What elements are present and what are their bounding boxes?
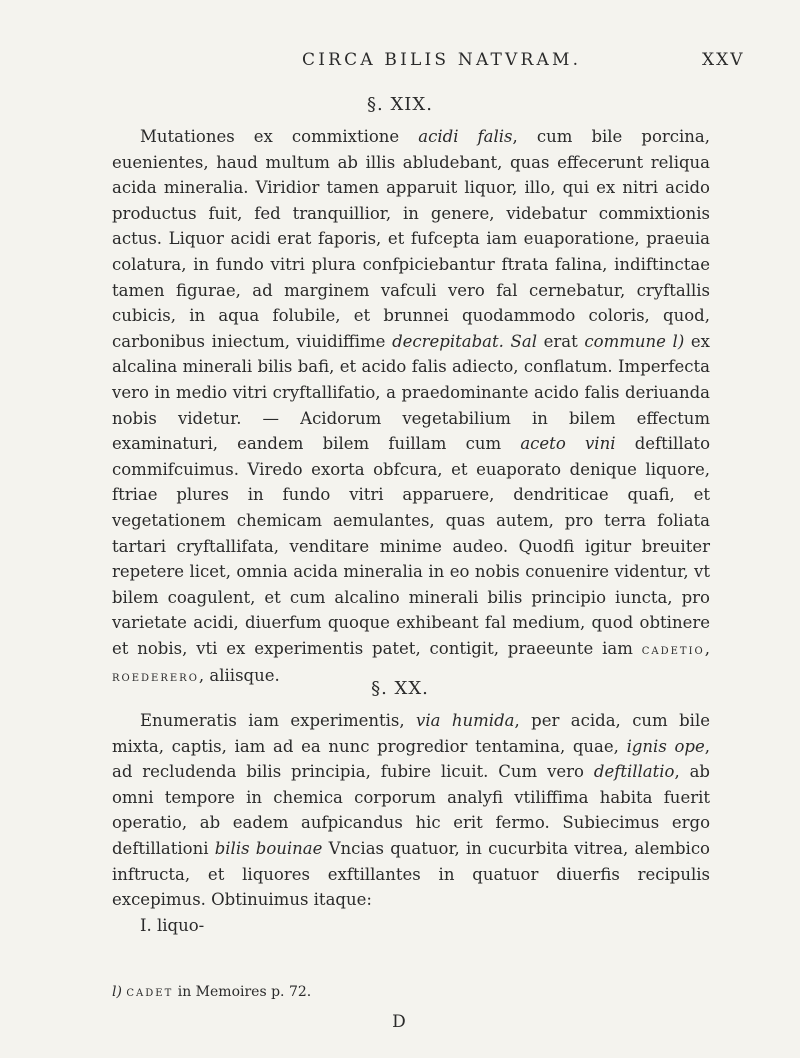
- catchword: I. liquo-: [140, 915, 205, 935]
- text-run: Mutationes ex commixtione: [140, 127, 419, 146]
- signature-mark: D: [392, 1012, 408, 1032]
- section-heading-19: §. XIX.: [367, 94, 433, 115]
- text-run: ,: [704, 638, 710, 658]
- italic-term: aceto vini: [520, 434, 616, 454]
- text-run: , ab omni tempore in chemica corporum analyfi vtiliffima habita fuerit operatio, ab eadem aufpicandus hic erit fermo. Subiecimus ergo deftillationi: [112, 762, 710, 858]
- text-run: erat: [536, 331, 585, 351]
- author-name: cadetio: [641, 641, 705, 658]
- text-run: ex alcalina minerali bilis bafi, et acido falis adiecto, conflatum. Imperfecta vero in medio vitri cryftallifatio, a praedominante acido falis deriuanda nobis videtur. — Acidorum vegetabilium in bilem effectum examinaturi, eandem bilem fuillam cum: [112, 331, 710, 454]
- paragraph: [112, 708, 710, 913]
- section-20-body: [112, 708, 710, 938]
- paragraph: [112, 124, 710, 691]
- text-run: Enumeratis iam experimentis,: [140, 711, 417, 730]
- text-run: Vncias quatuor, in cucurbita vitrea, alembico inftructa, et liquores exftillantes in quatuor diuerfis recipulis excepimus. Obtinuimus itaque:: [112, 838, 710, 910]
- running-title: CIRCA BILIS NATVRAM.: [302, 50, 582, 70]
- italic-term: bilis bouinae: [214, 838, 323, 858]
- italic-term: via humida: [416, 711, 515, 730]
- footnote-author: cadet: [126, 984, 174, 1000]
- section-19-body: [112, 124, 710, 691]
- italic-term: commune l): [584, 331, 685, 351]
- italic-term: Sal: [510, 331, 537, 351]
- footnote-mark: l): [112, 984, 122, 1000]
- text-run: , per acida, cum bile mixta, captis, iam ad ea nunc progredior tentamina, quae,: [112, 711, 710, 756]
- footnote-text: in Memoires p. 72.: [173, 984, 312, 1000]
- italic-term: decrepitabat.: [392, 331, 504, 351]
- text-run: , ad recludenda bilis principia, fubire licuit. Cum vero: [112, 736, 710, 782]
- italic-term: deftillatio: [593, 762, 675, 782]
- text-run: deftillato commifcuimus. Viredo exorta obfcura, et euaporato denique liquore, ftriae plures in fundo vitri apparuere, dendriticae quafi, et vegetationem chemicam aemulantes, quas autem, pro terra foliata tartari cryftallifata, venditare minime audeo. Quodfi igitur breuiter repetere licet, omnia acida mineralia in eo nobis conuenire videntur, vt bilem coagulent, et cum alcalino minerali bilis principio iuncta, pro varietate acidi, diuerfum quoque exhibeant fal medium, quod obtinere et nobis, vti ex experimentis patet, contigit, praeeunte iam: [112, 434, 710, 658]
- footnote: [112, 984, 311, 1000]
- section-heading-20: §. XX.: [371, 678, 429, 699]
- italic-term: ignis ope: [626, 736, 705, 756]
- author-name: roederero: [112, 669, 199, 686]
- running-head: [0, 50, 800, 74]
- text-run: , aliisque.: [198, 666, 280, 686]
- text-run: , cum bile porcina, euenientes, haud multum ab illis abludebant, quas effecerunt reliqua acida mineralia. Viridior tamen apparuit liquor, illo, qui ex nitri acido productus fuit, fed tranquillior, in genere, videbatur commixtionis actus. Liquor acidi erat faporis, et fufcepta iam euaporatione, praeuia colatura, in fundo vitri plura confpiciebantur ftrata falina, indiftinctae tamen figurae, ad marginem vafculi vero fal cernebatur, cryftallis cubicis, in aqua folubile, et brunnei quodammodo coloris, quod, carbonibus iniectum, viuidiffime: [112, 127, 711, 351]
- italic-term: acidi falis: [418, 127, 513, 146]
- page-number: XXV: [702, 50, 745, 70]
